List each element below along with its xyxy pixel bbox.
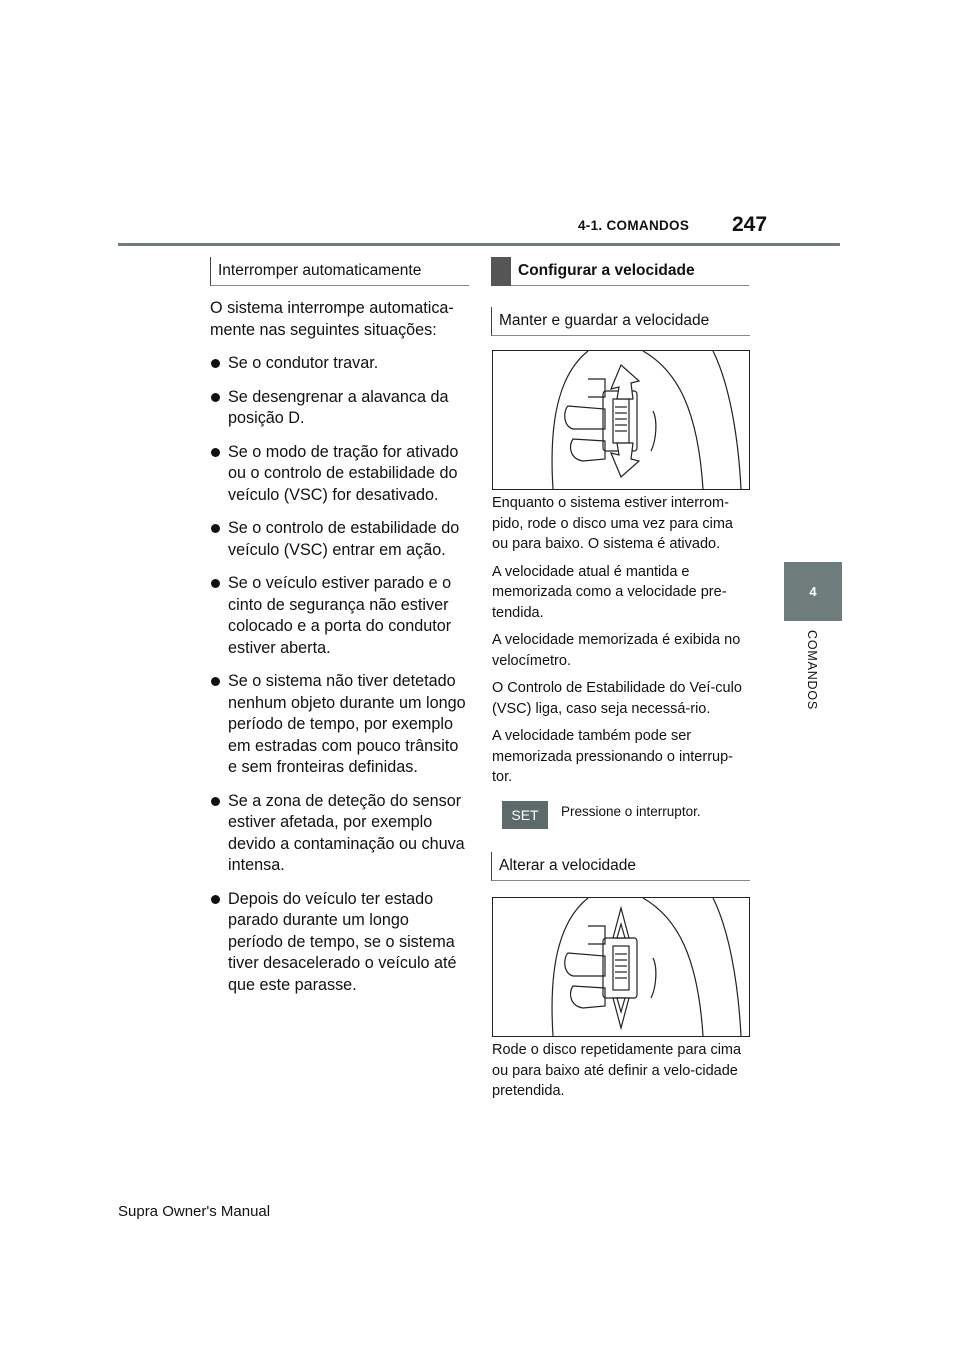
paragraph: A velocidade atual é mantida e memorizada como a velocidade pre-tendida. — [492, 563, 727, 621]
bullet-icon — [211, 895, 220, 904]
chapter-label: COMANDOS — [805, 630, 819, 711]
paragraph: O Controlo de Estabilidade do Veí-culo (VSC) liga, caso seja necessá-rio. — [492, 680, 742, 717]
list-item: Se o sistema não tiver detetado nenhum objeto durante um longo período de tempo, por exemplo em estradas com pouco trânsito e sem fronteiras definidas. — [210, 671, 468, 779]
bullet-icon — [211, 579, 220, 588]
chapter-tab: 4 — [784, 562, 842, 621]
right-section-heading — [491, 257, 749, 286]
section-title: 4-1. COMANDOS — [578, 218, 690, 233]
set-button-icon: SET — [502, 801, 548, 829]
situation-list — [210, 353, 468, 996]
bullet-icon — [211, 797, 220, 806]
left-intro: O sistema interrompe automatica-mente nas seguintes situações: — [210, 299, 454, 339]
list-item: Se o condutor travar. — [210, 353, 468, 375]
steering-wheel-drawing — [493, 351, 749, 489]
list-item: Se o modo de tração for ativado ou o controlo de estabilidade do veículo (VSC) for desativado. — [210, 442, 468, 507]
left-column — [210, 298, 468, 1008]
list-item: Se a zona de deteção do sensor estiver afetada, por exemplo devido a contaminação ou chuva intensa. — [210, 791, 468, 877]
subheading-text: Manter e guardar a velocidade — [499, 312, 710, 329]
paragraph: Rode o disco repetidamente para cima ou para baixo até definir a velo-cidade pretendida. — [492, 1042, 742, 1099]
paragraph: Enquanto o sistema estiver interrom-pido, rode o disco uma vez para cima ou para baixo. O sistema é ativado. — [492, 495, 733, 552]
left-heading — [210, 257, 469, 286]
steering-wheel-illustration — [492, 350, 750, 490]
bullet-icon — [211, 448, 220, 457]
bullet-icon — [211, 393, 220, 402]
bullet-icon — [211, 359, 220, 368]
paragraph: A velocidade também pode ser memorizada pressionando o interrup-tor. — [492, 728, 733, 785]
footer-manual-title: Supra Owner's Manual — [118, 1203, 271, 1220]
bullet-icon — [211, 677, 220, 686]
subheading-change-speed — [491, 852, 750, 881]
page-number: 247 — [732, 213, 768, 236]
header-rule — [118, 243, 840, 246]
steering-wheel-illustration — [492, 897, 750, 1037]
steering-wheel-drawing — [493, 898, 749, 1036]
change-speed-text — [492, 1040, 750, 1109]
left-heading-text: Interromper automaticamente — [218, 262, 422, 279]
heading-marker — [491, 257, 511, 286]
bullet-icon — [211, 524, 220, 533]
set-description: Pressione o interruptor. — [561, 804, 701, 819]
list-item: Depois do veículo ter estado parado durante um longo período de tempo, se o sistema tiver desacelerado o veículo até que este parasse. — [210, 889, 468, 997]
subheading-keep-speed — [491, 307, 750, 336]
paragraph: A velocidade memorizada é exibida no velocímetro. — [492, 632, 741, 669]
right-section-title: Configurar a velocidade — [518, 262, 695, 279]
list-item: Se o controlo de estabilidade do veículo (VSC) entrar em ação. — [210, 518, 468, 561]
list-item: Se o veículo estiver parado e o cinto de segurança não estiver colocado e a porta do condutor estiver aberta. — [210, 573, 468, 659]
keep-speed-text — [492, 493, 750, 795]
list-item: Se desengrenar a alavanca da posição D. — [210, 387, 468, 430]
subheading-text: Alterar a velocidade — [499, 857, 636, 874]
